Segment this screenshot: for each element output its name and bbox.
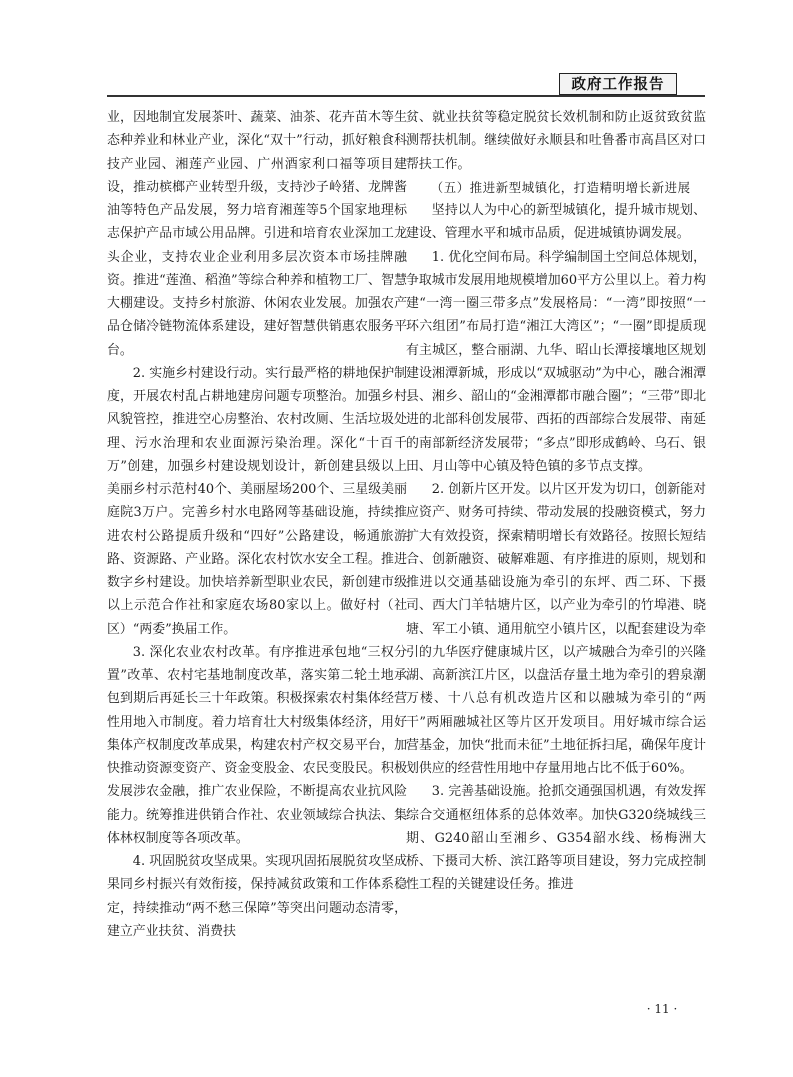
section-title-badge: 政府工作报告 — [559, 73, 677, 95]
paragraph: 业，因地制宜发展茶叶、蔬菜、油茶、花卉苗木等生态种养业和林业产业，深化“双十”行动，抓好粮食科技产业园、湘莲产业园、广州酒家利口福等项目建设，推动槟榔产业转型升级，支持沙子岭猪、龙牌酱油等特色产品发展，努力培育湘莲等5个国家地理标志保护产品市域公用品牌。引进和培育农业深加工龙头企业，支持农业企业利用多层次资本市场挂牌融资。推进“莲渔、稻渔”等综合种养和植物工厂、智慧大棚建设。支持乡村旅游、休闲农业发展。加强农产品仓储冷链物流体系建设，建好智慧供销惠农服务平台。 — [107, 110, 407, 358]
subsection-heading: （五）推进新型城镇化，打造精明增长新进展 — [430, 179, 691, 195]
paragraph: 2. 实施乡村建设行动。实行最严格的耕地保护制度，开展农村乱占耕地建房问题专项整治。加强乡村风貌管控，推进空心房整治、农村改厕、生活垃圾处理、污水治理和农业面源污染治理。深化“十百千万”创建，加强乡村建设规划设计，新创建县级以上美丽乡村示范村40个、美丽屋场200个、三星级美丽庭院3万户。完善乡村水电路网等基础设施，持续推进农村公路提质升级和“四好”公路建设，畅通旅游路、资源路、产业路。深化农村饮水安全工程。推进数字乡村建设。加快培养新型职业农民，新创建市级以上示范合作社和家庭农场80家以上。做好村（社区）“两委”换届工作。 — [107, 365, 408, 637]
paragraph: 4. 巩固脱贫攻坚成果。实现巩固拓展脱贫攻坚成果同乡村振兴有效衔接，保持减贫政策和工作体系稳定，持续推动“两不愁三保障”等突出问题动态清零，建立产业扶贫、消费扶 — [107, 854, 408, 939]
left-column — [107, 106, 407, 943]
paragraph: 2. 创新片区开发。以片区开发为切口，创新能对应资产、财务可持续、带动发展的投融资模式，努力扩大有效投资，探索精明增长有效路径。按照长短结合、创新融资、破解难题、有序推进的原则，规划和推进以交通基础设施为牵引的东坪、西二环、下摄司、西大门羊牯塘片区，以产业为牵引的竹埠港、晓塘、军工小镇、通用航空小镇片区，以配套建设为牵引的九华医疗健康城片区，以产城融合为牵引的兴隆湖、高新滨江片区，以盘活存量土地为牵引的碧泉潮万楼、十八总有机改造片区和以融城为牵引的“两干”两厢融城社区等片区开发项目。用好城市综合运营基金，加快“批而未征”土地征拆扫尾，确保年度计划供应的经营性用地中存量用地占比不低于60%。 — [406, 482, 707, 776]
paragraph: 贫、就业扶贫等稳定脱贫长效机制和防止返贫致贫监测帮扶机制。继续做好永顺县和吐鲁番市高昌区对口帮扶工作。 — [406, 110, 706, 172]
paragraph: 3. 完善基础设施。抢抓交通强国机遇，有效发挥综合交通枢纽体系的总体效率。加快G320绕城线三期、G240韶山至湘乡、G354韶水线、杨梅洲大桥、下摄司大桥、滨江路等项目建设，努力完成控制性工程的关键建设任务。推进 — [406, 784, 707, 893]
paragraph: 1. 优化空间布局。科学编制国土空间总体规划，争取城市发展用地规模增加60平方公里以上。着力构建“一湾一圈三带多点”发展格局：“一湾”即按照“一环六组团”布局打造“湘江大湾区”；“一圈”即提质现有主城区，整合丽湖、九华、昭山长潭接壤地区规划建设湘潭新城，形成以“双城驱动”为中心，融合湘潭县、湘乡、韶山的“金湘潭都市融合圈”；“三带”即北进的北部科创发展带、西拓的西部综合发展带、南延的南部新经济发展带；“多点”即形成鹤岭、乌石、银田、月山等中心镇及特色镇的多节点支撑。 — [406, 249, 707, 474]
page-number: · 11 · — [646, 1002, 678, 1016]
paragraph: 3. 深化农业农村改革。有序推进承包地“三权分置”改革、农村宅基地制度改革，落实第二轮土地承包到期后再延长三十年政策。积极探索农村集体经营性用地入市制度。着力培育壮大村级集体经济，用好集体产权制度改革成果，构建农村产权交易平台，加快推动资源变资产、资金变股金、农民变股民。积极发展涉农金融，推广农业保险，不断提高农业抗风险能力。统筹推进供销合作社、农业领域综合执法、集体林权制度等各项改革。 — [107, 644, 407, 846]
right-column — [406, 106, 706, 897]
paragraph: 坚持以人为中心的新型城镇化，提升城市规划、建设、管理水平和城市品质，促进城镇协调发展。 — [406, 203, 706, 242]
